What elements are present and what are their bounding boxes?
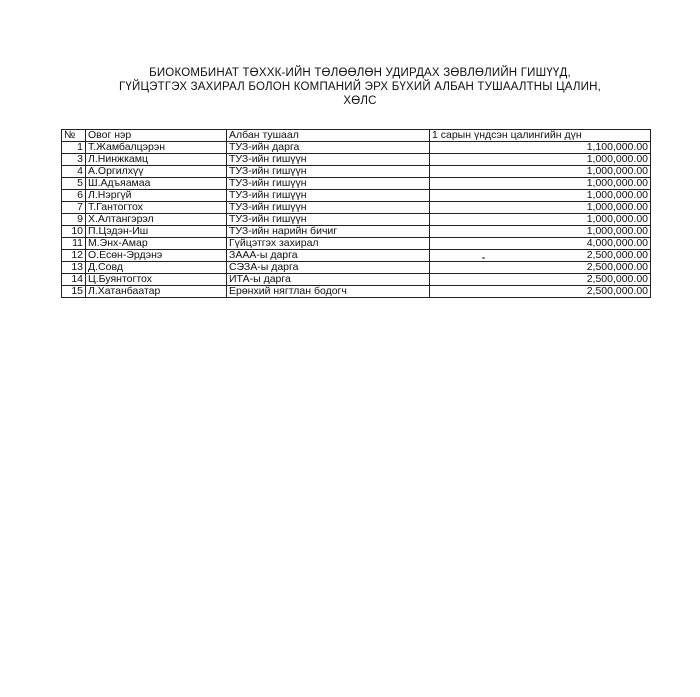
table-row [62, 250, 651, 262]
table-row [62, 286, 651, 298]
row-name: Х.Алтангэрэл [86, 214, 227, 226]
row-no: 6 [62, 190, 86, 202]
row-name: Л.Хатанбаатар [86, 286, 227, 298]
row-no: 14 [62, 274, 86, 286]
header-position: Албан тушаал [227, 130, 430, 142]
row-name: Т.Жамбалцэрэн [86, 142, 227, 154]
row-salary: 1,000,000.00 [430, 214, 651, 226]
row-salary: 2,500,000.00 [430, 274, 651, 286]
row-no: 13 [62, 262, 86, 274]
header-name: Овог нэр [86, 130, 227, 142]
table-row [62, 238, 651, 250]
row-position: ТУЗ-ийн нарийн бичиг [227, 226, 430, 238]
row-salary: 1,000,000.00 [430, 154, 651, 166]
row-salary: 1,000,000.00 [430, 226, 651, 238]
row-position: СЭЗА-ы дарга [227, 262, 430, 274]
row-no: 10 [62, 226, 86, 238]
row-position: ИТА-ы дарга [227, 274, 430, 286]
row-name: Д.Совд [86, 262, 227, 274]
row-name: Т.Гантогтох [86, 202, 227, 214]
row-no: 15 [62, 286, 86, 298]
table-row [62, 154, 651, 166]
title-line-3: ХӨЛС [343, 95, 377, 107]
row-position: ТУЗ-ийн гишүүн [227, 214, 430, 226]
title-line-1: БИОКОМБИНАТ ТӨХХК-ИЙН ТӨЛӨӨЛӨН УДИРДАХ ЗӨВЛӨЛИЙН ГИШҮҮД, [149, 67, 571, 79]
table-row [62, 262, 651, 274]
row-name: О.Есөн-Эрдэнэ [86, 250, 227, 262]
row-salary: 1,000,000.00 [430, 178, 651, 190]
row-salary: 1,000,000.00 [430, 202, 651, 214]
scan-speck [482, 257, 485, 259]
table-row [62, 226, 651, 238]
row-salary: 4,000,000.00 [430, 238, 651, 250]
row-position: ТУЗ-ийн гишүүн [227, 190, 430, 202]
table-row [62, 178, 651, 190]
header-salary: 1 сарын үндсэн цалингийн дүн [430, 130, 651, 142]
table-row [62, 166, 651, 178]
row-no: 4 [62, 166, 86, 178]
table-header-row [62, 130, 651, 142]
row-salary: 2,500,000.00 [430, 250, 651, 262]
row-position: Ерөнхий нягтлан бодогч [227, 286, 430, 298]
row-position: ТУЗ-ийн дарга [227, 142, 430, 154]
table-row [62, 142, 651, 154]
header-no: № [62, 130, 86, 142]
table-row [62, 190, 651, 202]
row-name: Л.Нинжкамц [86, 154, 227, 166]
row-name: М.Энх-Амар [86, 238, 227, 250]
row-name: П.Цэдэн-Иш [86, 226, 227, 238]
row-position: Гүйцэтгэх захирал [227, 238, 430, 250]
row-position: ТУЗ-ийн гишүүн [227, 166, 430, 178]
row-no: 3 [62, 154, 86, 166]
row-salary: 1,000,000.00 [430, 166, 651, 178]
row-no: 11 [62, 238, 86, 250]
row-name: Ц.Буянтогтох [86, 274, 227, 286]
row-position: ЗААА-ы дарга [227, 250, 430, 262]
row-name: Ш.Адъяамаа [86, 178, 227, 190]
row-name: А.Оргилхүү [86, 166, 227, 178]
row-position: ТУЗ-ийн гишүүн [227, 202, 430, 214]
row-salary: 1,100,000.00 [430, 142, 651, 154]
title-line-2: ГҮЙЦЭТГЭХ ЗАХИРАЛ БОЛОН КОМПАНИЙ ЭРХ БҮХИЙ АЛБАН ТУШААЛТНЫ ЦАЛИН, [118, 81, 602, 93]
row-salary: 2,500,000.00 [430, 286, 651, 298]
row-salary: 2,500,000.00 [430, 262, 651, 274]
row-no: 7 [62, 202, 86, 214]
row-position: ТУЗ-ийн гишүүн [227, 154, 430, 166]
row-no: 9 [62, 214, 86, 226]
row-no: 12 [62, 250, 86, 262]
row-position: ТУЗ-ийн гишүүн [227, 178, 430, 190]
document-title [70, 66, 650, 108]
row-salary: 1,000,000.00 [430, 190, 651, 202]
table-row [62, 202, 651, 214]
row-no: 5 [62, 178, 86, 190]
row-no: 1 [62, 142, 86, 154]
salary-table [61, 129, 651, 298]
row-name: Л.Нэргүй [86, 190, 227, 202]
table-row [62, 214, 651, 226]
table-row [62, 274, 651, 286]
